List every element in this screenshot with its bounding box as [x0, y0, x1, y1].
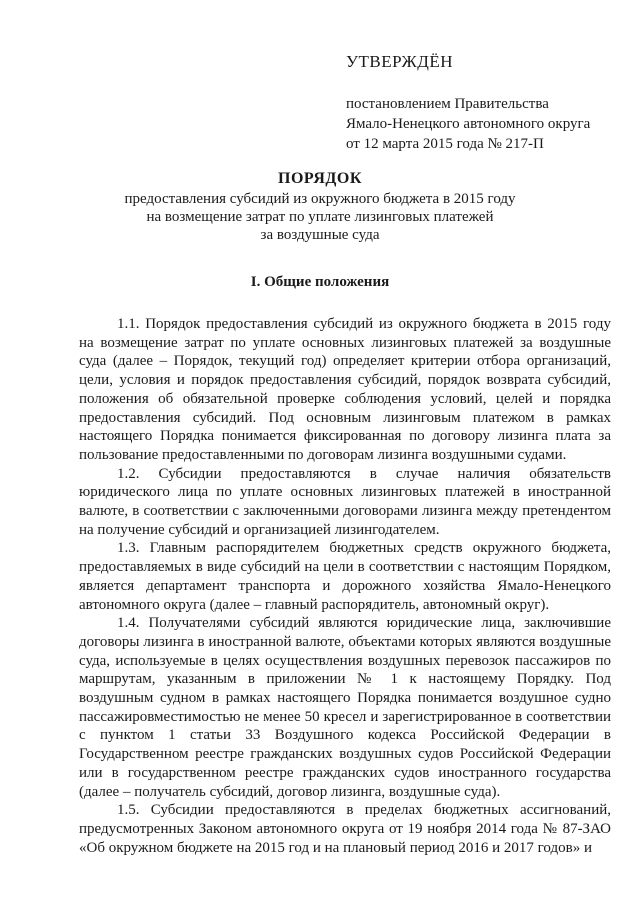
paragraph-1-5: 1.5. Субсидии предоставляются в пределах бюджетных ассигнований, предусмотренных Законом автономного округа от 19 ноября 2014 года № 87-ЗАО «Об окружном бюджете на 2015 год и на плановый период 2016 и 2017 годов» и: [79, 802, 611, 856]
section-heading: I. Общие положения: [250, 274, 390, 290]
paragraph-1-3: 1.3. Главным распорядителем бюджетных средств окружного бюджета, предоставляемых в виде субсидий на цели в соответствии с настоящим Порядком, является департамент транспорта и дорожного хозяйства Ямало-Ненецкого автономного округа (далее – главный распорядитель, автономный округ).: [79, 540, 611, 613]
document-title: [0, 168, 640, 244]
title-main: ПОРЯДОК: [278, 170, 362, 187]
paragraph-1-2: 1.2. Субсидии предоставляются в случае наличия обязательств юридического лица по уплате основных лизинговых платежей в иностранной валюте, в соответствии с заключенными договорами лизинга между претендентом на получение субсидий и организацией лизингодателем.: [79, 465, 611, 538]
approval-block: [346, 52, 626, 154]
paragraph-1-4: 1.4. Получателями субсидий являются юридические лица, заключившие договоры лизинга в иностранной валюте, объектами которых являются воздушные суда, используемые в целях осуществления воздушных перевозок пассажиров по маршрутам, указанным в приложении № 1 к настоящему Порядку. Под воздушным судном в рамках настоящего Порядка понимается воздушное судно пассажировместимостью не менее 50 кресел и зарегистрированное в соответствии с пунктом 1 статьи 33 Воздушного кодекса Российской Федерации в Государственном реестре гражданских воздушных судов Российской Федерации или в государственном реестре гражданских судов иностранного государства (далее – получатель субсидий, договор лизинга, воздушные суда).: [79, 615, 611, 800]
approval-line: Ямало-Ненецкого автономного округа: [346, 116, 591, 132]
approval-line: от 12 марта 2015 года № 217-П: [346, 136, 544, 152]
document-body: [79, 315, 611, 857]
title-subtitle-line: на возмещение затрат по уплате лизинговых платежей: [146, 209, 494, 225]
title-subtitle-line: предоставления субсидий из окружного бюджета в 2015 году: [124, 191, 516, 207]
paragraph-1-1: 1.1. Порядок предоставления субсидий из окружного бюджета в 2015 году на возмещение затрат по уплате основных лизинговых платежей за воздушные суда (далее – Порядок, текущий год) определяет критерии отбора организаций, цели, условия и порядок предоставления субсидий, порядок возврата субсидий, положения об обязательной проверке соблюдения условий, целей и порядка предоставления субсидий. Под основным лизинговым платежом в рамках настоящего Порядка понимается фиксированная по договору лизинга плата за пользование предоставленными по договорам лизинга воздушными судами.: [79, 316, 611, 463]
approval-heading: УТВЕРЖДЁН: [346, 52, 453, 71]
title-subtitle-line: за воздушные суда: [260, 227, 380, 243]
approval-line: постановлением Правительства: [346, 96, 549, 112]
